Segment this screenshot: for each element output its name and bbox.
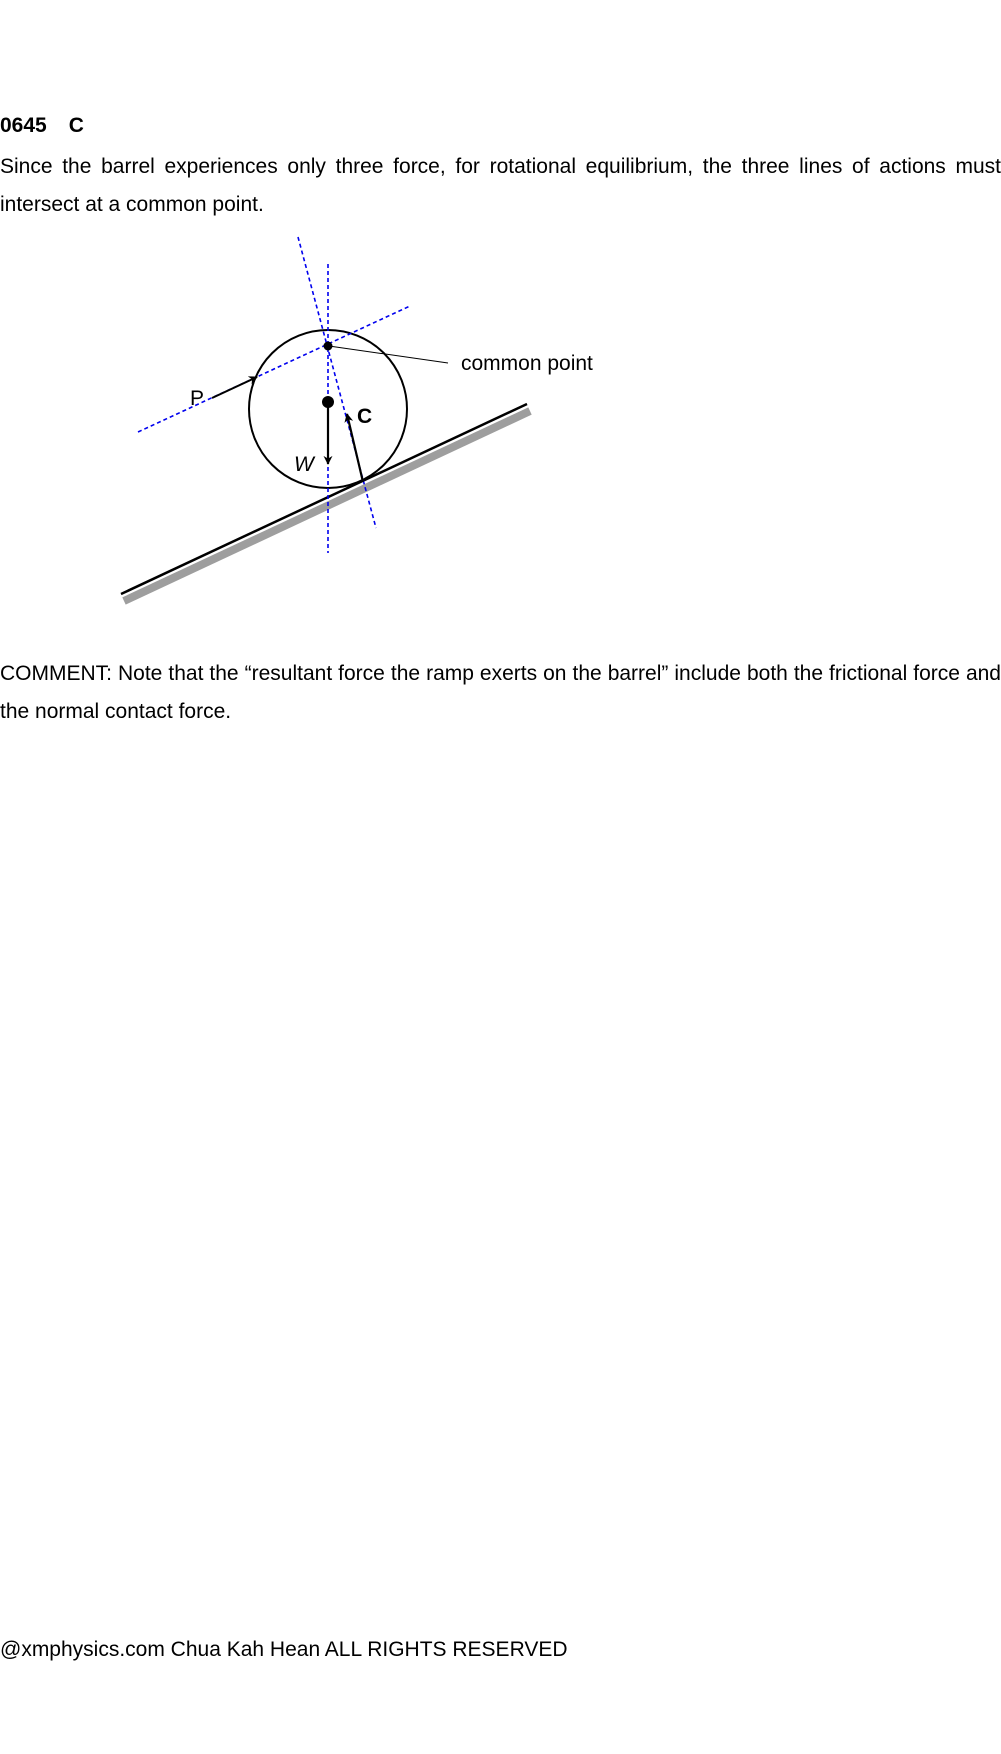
ramp-surface bbox=[121, 404, 527, 594]
force-diagram bbox=[0, 0, 1001, 640]
question-number: 0645 bbox=[0, 114, 47, 137]
common-point-label: common point bbox=[461, 352, 593, 375]
centre-of-gravity-dot bbox=[322, 396, 334, 408]
answer-letter: C bbox=[68, 114, 84, 137]
common-point-leader bbox=[329, 346, 448, 363]
weight-label: W bbox=[294, 453, 314, 476]
common-point-dot bbox=[324, 342, 333, 351]
copyright-footer: @xmphysics.com Chua Kah Hean ALL RIGHTS RESERVED bbox=[0, 1638, 568, 1661]
contact-force-label: C bbox=[357, 405, 373, 428]
push-force-label: P bbox=[190, 387, 205, 410]
explanation-text: Since the barrel experiences only three force, for rotational equilibrium, the three lines of actions must intersect at a common point. bbox=[0, 155, 1001, 216]
comment-text: COMMENT: Note that the “resultant force the ramp exerts on the barrel” include both the frictional force and the normal contact force. bbox=[0, 662, 1001, 723]
